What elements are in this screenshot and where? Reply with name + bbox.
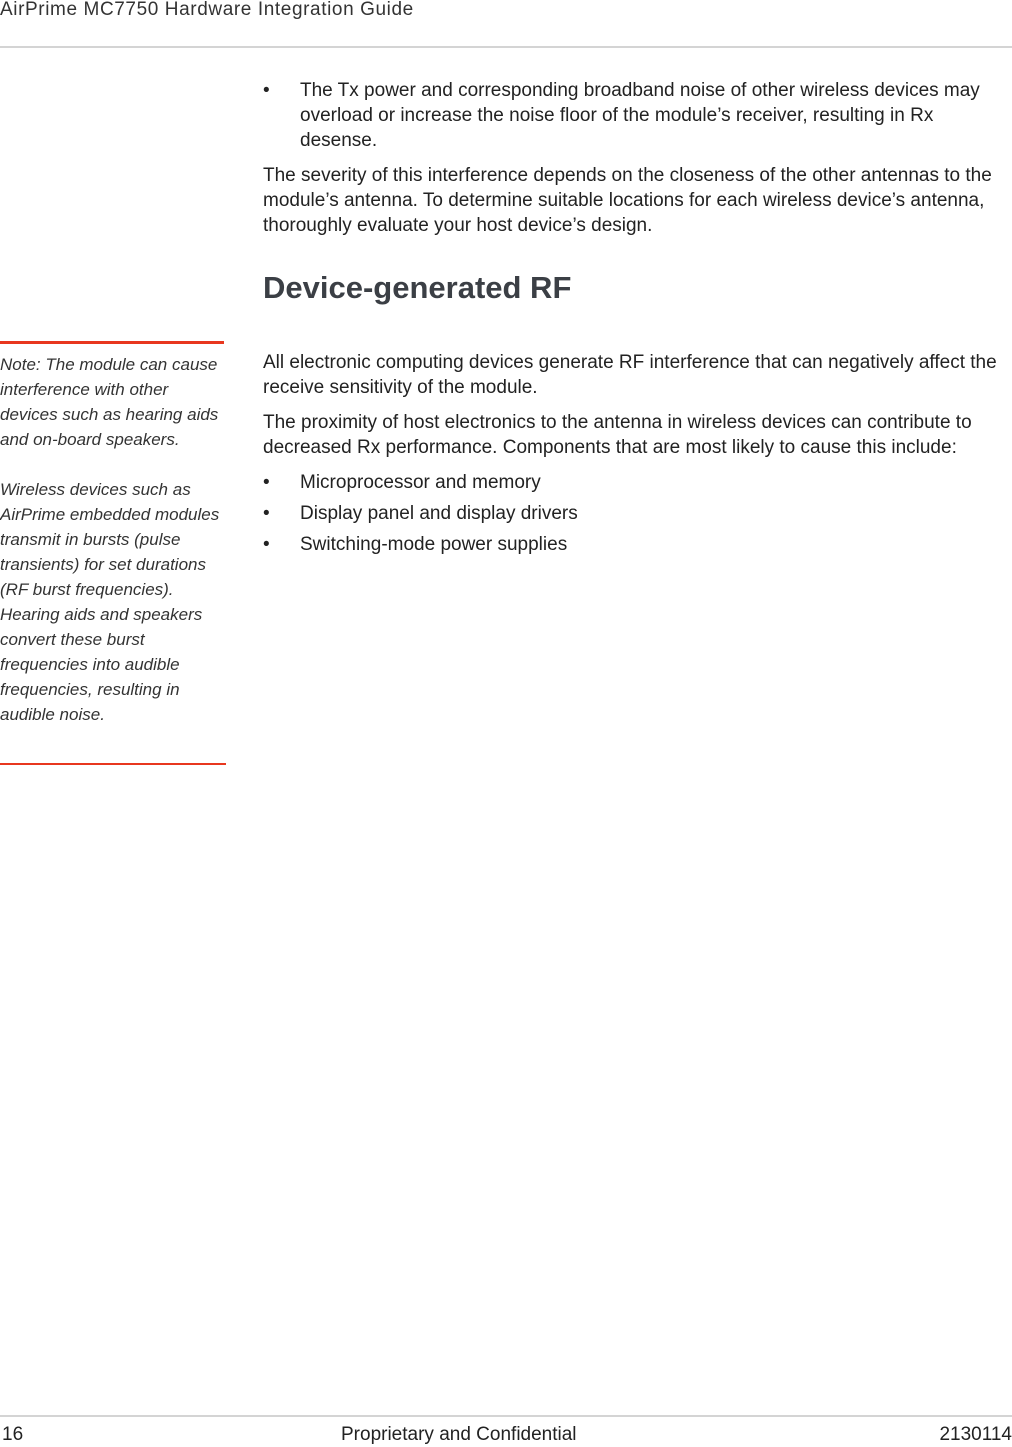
section-paragraph: The proximity of host electronics to the antenna in wireless devices can contribute to decreased Rx performance. Components that are most likely to cause this include: xyxy=(263,412,972,458)
note-bottom-divider xyxy=(0,763,226,765)
note-paragraph: Note: The module can cause interference with other devices such as hearing aids and on-board speakers. xyxy=(0,355,219,449)
bullet-icon: • xyxy=(263,534,270,555)
list-item xyxy=(263,532,1012,557)
page-number: 16 xyxy=(2,1424,24,1445)
bullet-icon: • xyxy=(263,472,270,493)
document-number: 2130114 xyxy=(939,1424,1012,1445)
list-item xyxy=(263,470,1012,495)
intro-paragraph: The severity of this interference depends on the closeness of the other antennas to the module’s antenna. To determine suitable locations for each wireless device’s antenna, thoroughly evaluate your host device’s design. xyxy=(263,165,992,236)
list-item-text: Microprocessor and memory xyxy=(300,472,541,493)
footer-confidential-label: Proprietary and Confidential xyxy=(341,1424,577,1445)
list-item xyxy=(263,501,1012,526)
note-top-divider xyxy=(0,341,224,344)
intro-content xyxy=(263,78,1012,306)
list-item-text: Switching-mode power supplies xyxy=(300,534,568,555)
side-note xyxy=(0,352,224,752)
section-heading: Device-generated RF xyxy=(263,270,572,305)
note-paragraph: Wireless devices such as AirPrime embedded modules transmit in bursts (pulse transients) for set durations (RF burst frequencies). Hearing aids and speakers convert these burst frequencies into audible frequencies, resulting in audible noise. xyxy=(0,480,220,724)
section-paragraph: All electronic computing devices generate RF interference that can negatively affect the receive sensitivity of the module. xyxy=(263,352,997,398)
bullet-icon: • xyxy=(263,503,270,524)
section-content xyxy=(263,350,1012,563)
list-item-text: Display panel and display drivers xyxy=(300,503,578,524)
bullet-icon: • xyxy=(263,80,270,101)
list-item xyxy=(263,78,1012,153)
header-divider xyxy=(0,46,1012,48)
page-header-title: AirPrime MC7750 Hardware Integration Guide xyxy=(0,0,414,20)
footer-divider xyxy=(0,1415,1012,1417)
list-item-text: The Tx power and corresponding broadband noise of other wireless devices may overload or increase the noise floor of the module’s receiver, resulting in Rx desense. xyxy=(300,80,980,151)
